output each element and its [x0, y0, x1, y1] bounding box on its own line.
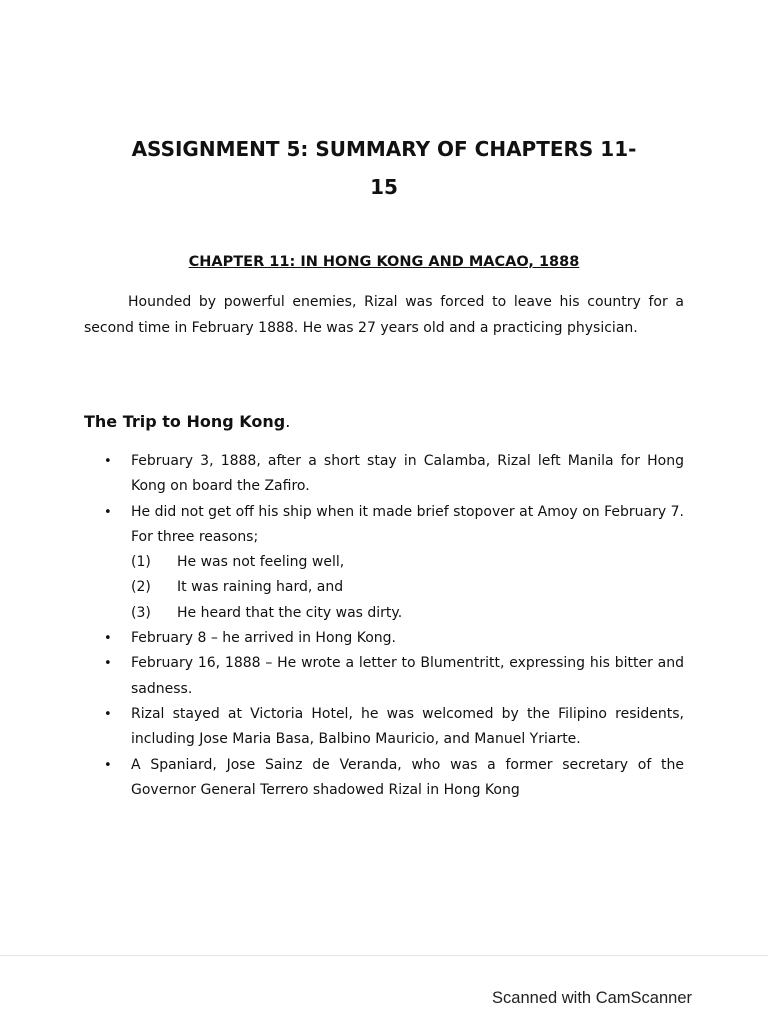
- list-item: [84, 702, 684, 753]
- bullet-list: [84, 449, 684, 803]
- bullet-icon: •: [104, 656, 112, 672]
- section-heading-text: The Trip to Hong Kong: [84, 412, 286, 431]
- camscanner-watermark: Scanned with CamScanner: [492, 989, 692, 1007]
- list-item-text: February 16, 1888 – He wrote a letter to Blumentritt, expressing his bitter and sadness.: [131, 655, 684, 697]
- reason-number: (3): [131, 604, 151, 621]
- reason-item: [131, 550, 684, 575]
- reason-text: He was not feeling well,: [177, 554, 345, 571]
- bullet-icon: •: [104, 504, 112, 520]
- reason-number: (1): [131, 554, 151, 571]
- bullet-icon: •: [104, 454, 112, 469]
- list-item-text: A Spaniard, Jose Sainz de Veranda, who was a former secretary of the Governor General Terrero shadowed Rizal in Hong Kong: [131, 756, 684, 798]
- reason-text: He heard that the city was dirty.: [177, 604, 403, 621]
- chapter-heading: CHAPTER 11: IN HONG KONG AND MACAO, 1888: [188, 254, 580, 270]
- reason-number: (2): [131, 579, 151, 596]
- list-item-text: Rizal stayed at Victoria Hotel, he was welcomed by the Filipino residents, including Jose Maria Basa, Balbino Mauricio, and Manuel Yriarte.: [131, 705, 684, 748]
- reason-item: [131, 575, 684, 600]
- section-heading: [84, 412, 290, 431]
- reason-item: [131, 601, 684, 626]
- list-item: [84, 500, 684, 626]
- list-item-text: February 8 – he arrived in Hong Kong.: [131, 630, 396, 647]
- intro-paragraph: Hounded by powerful enemies, Rizal was forced to leave his country for a second time in February 1888. He was 27 years old and a practicing physician.: [84, 294, 684, 336]
- list-item-text: He did not get off his ship when it made brief stopover at Amoy on February 7. For three reasons;: [131, 503, 684, 545]
- reason-text: It was raining hard, and: [177, 579, 344, 596]
- list-item: [84, 626, 684, 651]
- title-line-2: 15: [370, 175, 398, 199]
- reasons-list: [131, 550, 684, 626]
- list-item: [84, 449, 684, 500]
- bullet-icon: •: [104, 757, 112, 773]
- list-item-text: February 3, 1888, after a short stay in Calamba, Rizal left Manila for Hong Kong on board the Zafiro.: [131, 453, 684, 495]
- list-item: [84, 753, 684, 804]
- section-heading-period: .: [285, 412, 291, 431]
- list-item: [84, 651, 684, 702]
- bullet-icon: •: [104, 631, 112, 647]
- title-line-1: ASSIGNMENT 5: SUMMARY OF CHAPTERS 11-: [131, 137, 637, 161]
- bullet-icon: •: [104, 706, 112, 722]
- document-title: [80, 130, 688, 206]
